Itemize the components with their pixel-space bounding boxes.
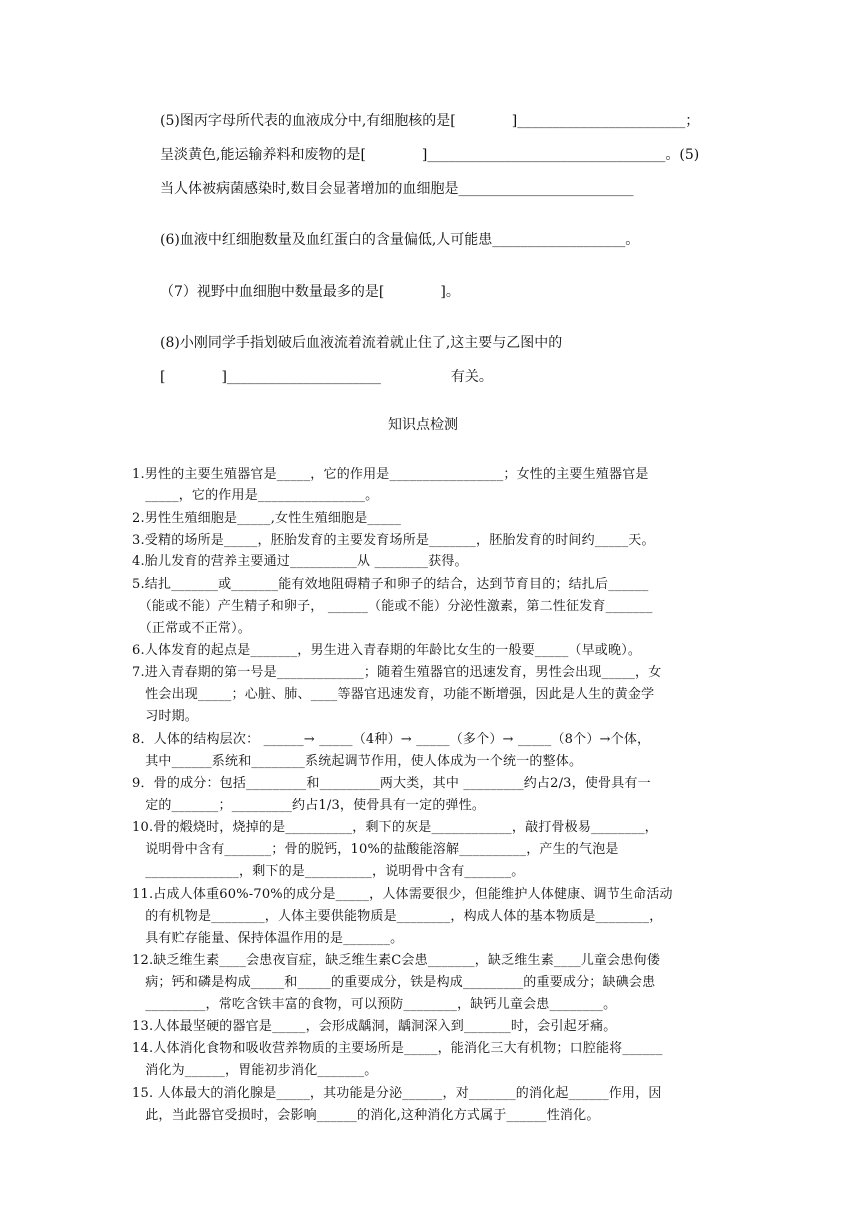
list-line: 2.男性生殖细胞是_____,女性生殖细胞是_____ [132,511,401,526]
question-8b: [ ]______________________ 有关。 [160,369,493,385]
list-line: 4.胎儿发育的营养主要通过__________从 ________获得。 [132,554,468,569]
list-line: 具有贮存能量、保持体温作用的是_______。 [132,931,404,946]
list-line: _____，它的作用是________________。 [132,488,379,503]
list-line: （能或不能）产生精子和卵子， ______（能或不能）分泌性激素，第二性征发育_______ [132,599,653,614]
list-line: 其中______系统和________系统起调节作用，使人体成为一个统一的整体。 [132,754,583,769]
list-line: 习时期。 [132,709,199,724]
list-line: 性会出现_____；心脏、肺、____等器官迅速发育，功能不断增强，因此是人生的黄金学 [132,687,655,702]
list-line: 11.占成人体重60%-70%的成分是_____，人体需要很少，但能维护人体健康、调节生命活动 [132,887,673,902]
list-line: 10.骨的煅烧时，烧掉的是__________，剩下的灰是____________，敲打骨极易________， [132,820,658,835]
list-line: 6.人体发育的起点是_______，男生进入青春期的年龄比女生的一般要_____（早或晚）。 [132,643,642,658]
section-title: 知识点检测 [388,417,458,433]
question-5b: 呈淡黄色,能运输养料和废物的是[ ]__________________________________。(5) [160,147,700,163]
question-5a: (5)图丙字母所代表的血液成分中,有细胞核的是[ ]________________________； [160,113,700,129]
question-6: (6)血液中红细胞数量及血红蛋白的含量偏低,人可能患___________________。 [160,232,640,248]
list-line: 8．人体的结构层次： ______→ _____（4种）→ _____（多个）→ _____（8个）→个体， [132,732,651,747]
question-5c: 当人体被病菌感染时,数目会显著增加的血细胞是_________________________ [160,181,634,197]
list-line: 说明骨中含有_______；骨的脱钙，10%的盐酸能溶解__________，产生的气泡是 [132,842,619,857]
list-line: 此，当此器官受损时，会影响______的消化,这种消化方式属于______性消化。 [132,1108,600,1123]
list-line: 的有机物是________，人体主要供能物质是________，构成人体的基本物质是________， [132,909,663,924]
question-7: （7）视野中血细胞中数量最多的是[ ]。 [160,284,460,300]
list-line: _________，常吃含铁丰富的食物，可以预防________，缺钙儿童会患________。 [132,997,617,1012]
list-line: 7.进入青春期的第一号是_____________；随着生殖器官的迅速发育，男性会出现_____，女 [132,665,662,680]
list-line: 1.男性的主要生殖器官是_____，它的作用是_________________；女性的主要生殖器官是 [132,467,649,482]
list-line: 消化为______，胃能初步消化_______。 [132,1063,378,1078]
list-line: 9．骨的成分：包括_________和_________两大类，其中 _________约占2/3，使骨具有一 [132,776,651,791]
list-line: 5.结扎_______或_______能有效地阻碍精子和卵子的结合，达到节育目的；结扎后______ [132,577,649,592]
list-line: ______________，剩下的是__________，说明骨中含有_______。 [132,864,525,879]
list-line: 病；钙和磷是构成_____和_____的重要成分，铁是构成_________的重要成分；缺碘会患 [132,975,656,990]
list-line: 12.缺乏维生素____会患夜盲症，缺乏维生素C会患_______，缺乏维生素____儿童会患佝偻 [132,953,660,968]
list-line: 14.人体消化食物和吸收营养物质的主要场所是_____，能消化三大有机物；口腔能将______ [132,1041,663,1056]
question-8a: (8)小刚同学手指划破后血液流着流着就止住了,这主要与乙图中的 [160,335,563,351]
list-line: 13.人体最坚硬的器官是_____，会形成龋洞，龋洞深入到_______时，会引起牙痛。 [132,1019,617,1034]
list-line: 3.受精的场所是_____，胚胎发育的主要发育场所是_______，胚胎发育的时间约_____天。 [132,533,655,548]
list-line: 定的_______；_________约占1/3，使骨具有一定的弹性。 [132,798,486,813]
list-line: 15. 人体最大的消化腺是_____，其功能是分泌______，对_______的消化起______作用，因 [132,1086,662,1101]
list-line: （正常或不正常）。 [132,621,252,636]
